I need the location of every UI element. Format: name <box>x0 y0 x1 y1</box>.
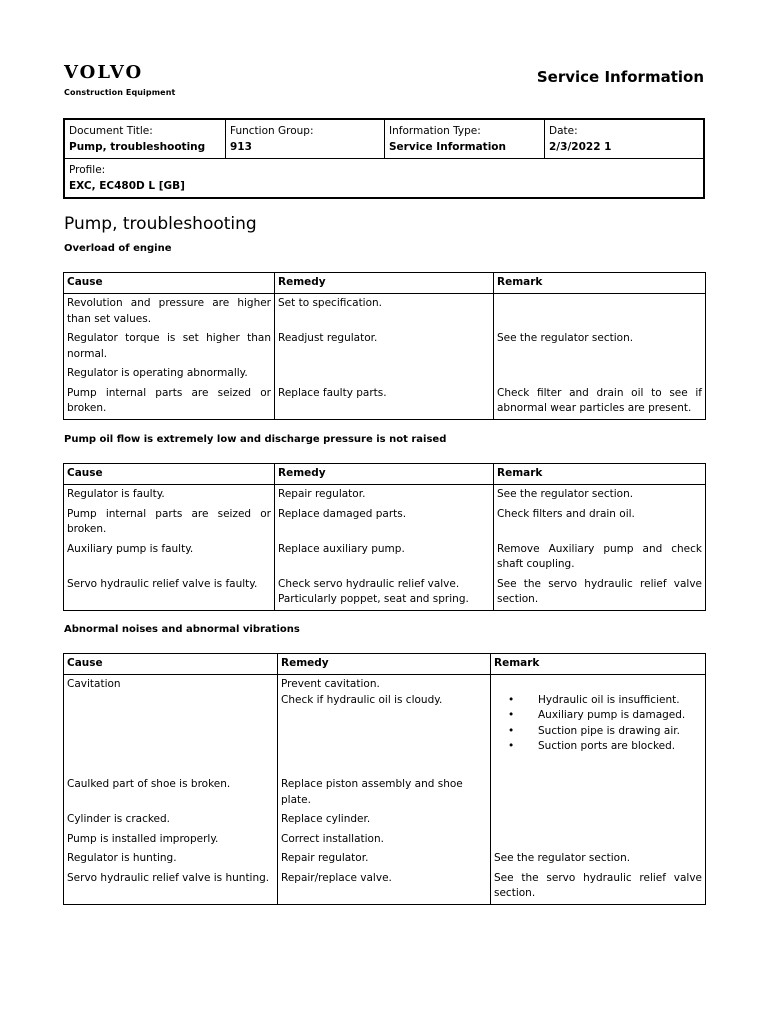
cause-cell: Revolution and pressure are higher than set values. <box>64 294 275 330</box>
remark-column-header: Remark <box>494 464 706 485</box>
table-row <box>64 830 706 850</box>
cause-cell: Pump internal parts are seized or broken. <box>64 505 275 540</box>
table-header-row <box>64 464 706 485</box>
table-header-row <box>64 273 706 294</box>
cause-cell: Pump is installed improperly. <box>64 830 278 850</box>
bullet-item: • Suction ports are blocked. <box>538 739 702 755</box>
section-title: Pump oil flow is extremely low and discharge pressure is not raised <box>64 434 447 445</box>
remark-cell: See the servo hydraulic relief valve section. <box>494 575 706 611</box>
remark-cell <box>491 810 706 830</box>
table-row <box>64 675 706 776</box>
table-row <box>64 505 706 540</box>
remark-column-header: Remark <box>491 654 706 675</box>
remedy-cell: Replace piston assembly and shoe plate. <box>278 775 491 810</box>
table-row <box>64 384 706 420</box>
bullet-item: • Hydraulic oil is insufficient. <box>538 693 702 709</box>
remark-cell: See the regulator section. <box>494 329 706 364</box>
remedy-cell: Readjust regulator. <box>275 329 494 364</box>
cause-cell: Regulator is hunting. <box>64 849 278 869</box>
remedy-cell: Set to specification. <box>275 294 494 330</box>
remedy-cell: Replace cylinder. <box>278 810 491 830</box>
remedy-column-header: Remedy <box>275 464 494 485</box>
remark-spacer <box>494 677 702 693</box>
page-title: Pump, troubleshooting <box>64 214 257 234</box>
volvo-logo <box>64 64 175 97</box>
cause-column-header: Cause <box>64 464 275 485</box>
table-row <box>64 849 706 869</box>
remedy-cell <box>278 675 491 776</box>
remark-cell: See the regulator section. <box>491 849 706 869</box>
remark-cell <box>494 364 706 384</box>
date-cell <box>544 120 703 158</box>
document-title-value: Pump, troubleshooting <box>69 141 206 153</box>
table-row <box>64 575 706 611</box>
cause-cell: Cavitation <box>64 675 278 776</box>
cause-cell: Servo hydraulic relief valve is faulty. <box>64 575 275 611</box>
remark-cell <box>494 294 706 330</box>
date-label: Date: <box>549 125 578 137</box>
troubleshooting-table <box>63 653 706 905</box>
cause-column-header: Cause <box>64 273 275 294</box>
remedy-line: Check if hydraulic oil is cloudy. <box>281 693 443 706</box>
table-row <box>64 485 706 505</box>
bullet-list <box>494 693 702 755</box>
function-group-label: Function Group: <box>230 125 314 137</box>
remedy-cell: Replace auxiliary pump. <box>275 540 494 575</box>
information-type-cell <box>384 120 544 158</box>
date-value: 2/3/2022 1 <box>549 141 612 153</box>
remedy-cell <box>275 364 494 384</box>
document-type-heading: Service Information <box>536 68 704 86</box>
profile-value: EXC, EC480D L [GB] <box>69 180 185 192</box>
remedy-cell: Replace faulty parts. <box>275 384 494 420</box>
remedy-column-header: Remedy <box>278 654 491 675</box>
table-row <box>64 869 706 905</box>
section-title: Overload of engine <box>64 243 172 254</box>
document-metadata-box <box>63 118 705 199</box>
cause-cell: Pump internal parts are seized or broken. <box>64 384 275 420</box>
table-row <box>64 810 706 830</box>
table-header-row <box>64 654 706 675</box>
cause-column-header: Cause <box>64 654 278 675</box>
cause-cell: Auxiliary pump is faulty. <box>64 540 275 575</box>
cause-cell: Caulked part of shoe is broken. <box>64 775 278 810</box>
function-group-value: 913 <box>230 141 252 153</box>
remark-cell: Remove Auxiliary pump and check shaft coupling. <box>494 540 706 575</box>
profile-row <box>65 158 703 197</box>
remedy-cell: Correct installation. <box>278 830 491 850</box>
section-title: Abnormal noises and abnormal vibrations <box>64 624 300 635</box>
remark-cell <box>491 675 706 776</box>
remark-cell: See the regulator section. <box>494 485 706 505</box>
logo-subtitle: Construction Equipment <box>64 88 176 97</box>
table-row <box>64 775 706 810</box>
remark-cell: Check filter and drain oil to see if abnormal wear particles are present. <box>494 384 706 420</box>
profile-cell <box>65 159 703 197</box>
remark-cell: Check filters and drain oil. <box>494 505 706 540</box>
function-group-cell <box>225 120 384 158</box>
cause-cell: Regulator is operating abnormally. <box>64 364 275 384</box>
profile-label: Profile: <box>69 164 106 176</box>
logo-wordmark: VOLVO <box>64 62 144 83</box>
remedy-cell: Check servo hydraulic relief valve. Particularly poppet, seat and spring. <box>275 575 494 611</box>
table-row <box>64 294 706 330</box>
remedy-cell: Repair/replace valve. <box>278 869 491 905</box>
remedy-column-header: Remedy <box>275 273 494 294</box>
cause-cell: Cylinder is cracked. <box>64 810 278 830</box>
metadata-row <box>65 120 703 158</box>
remedy-cell: Repair regulator. <box>278 849 491 869</box>
cause-cell: Regulator is faulty. <box>64 485 275 505</box>
document-title-cell <box>65 120 225 158</box>
table-row <box>64 364 706 384</box>
information-type-value: Service Information <box>389 141 506 153</box>
remedy-line: Prevent cavitation. <box>281 678 380 690</box>
information-type-label: Information Type: <box>389 125 481 137</box>
table-row <box>64 540 706 575</box>
troubleshooting-table <box>63 463 706 611</box>
bullet-item: • Auxiliary pump is damaged. <box>538 708 702 724</box>
remark-column-header: Remark <box>494 273 706 294</box>
table-row <box>64 329 706 364</box>
cause-cell: Servo hydraulic relief valve is hunting. <box>64 869 278 905</box>
remedy-cell: Replace damaged parts. <box>275 505 494 540</box>
remark-cell: See the servo hydraulic relief valve section. <box>491 869 706 905</box>
remark-cell <box>491 775 706 810</box>
cause-cell: Regulator torque is set higher than normal. <box>64 329 275 364</box>
remedy-cell: Repair regulator. <box>275 485 494 505</box>
troubleshooting-table <box>63 272 706 420</box>
document-title-label: Document Title: <box>69 125 153 137</box>
remark-cell <box>491 830 706 850</box>
bullet-item: • Suction pipe is drawing air. <box>538 724 702 740</box>
